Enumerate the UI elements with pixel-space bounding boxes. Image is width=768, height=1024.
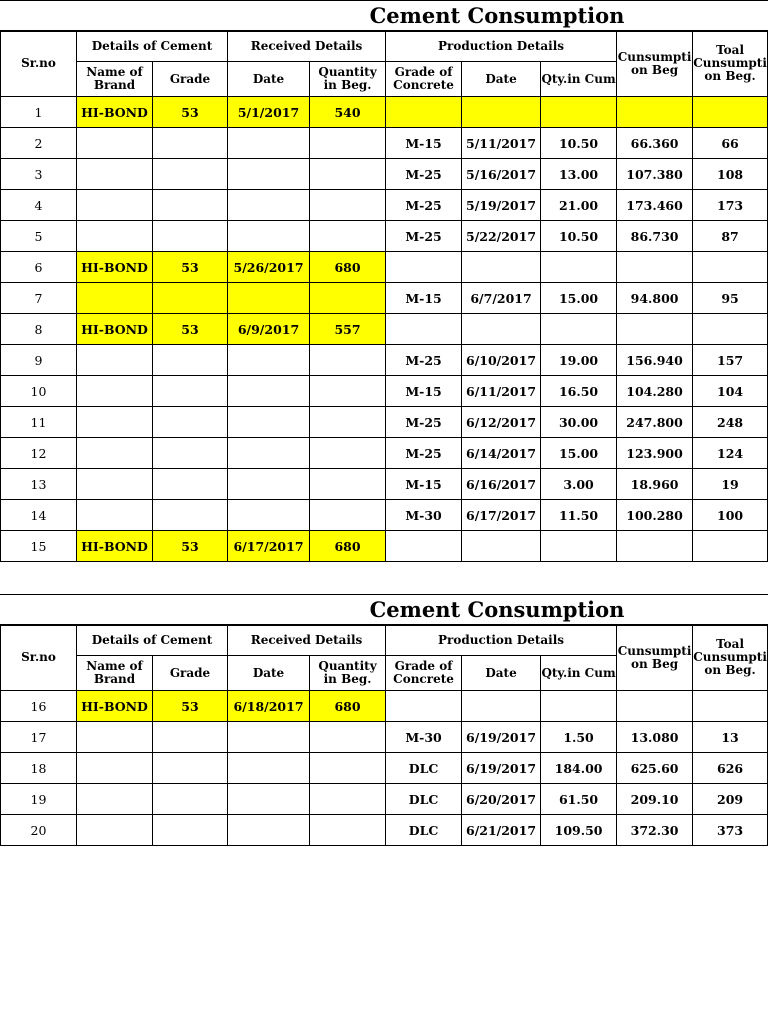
cell-qty-in-cum: 11.50 bbox=[541, 500, 617, 531]
cell-grade-of-concrete: DLC bbox=[386, 784, 462, 815]
table-row bbox=[1, 221, 768, 252]
cell-grade bbox=[153, 407, 228, 438]
cell-qty-in-cum bbox=[541, 252, 617, 283]
cell-total-consumption: 108 bbox=[693, 159, 768, 190]
cell-brand bbox=[77, 407, 153, 438]
cell-quantity-in-beg bbox=[310, 283, 386, 314]
cell-production-date: 6/19/2017 bbox=[462, 753, 541, 784]
cell-production-date: 6/11/2017 bbox=[462, 376, 541, 407]
cell-qty-in-cum: 16.50 bbox=[541, 376, 617, 407]
cell-grade-of-concrete bbox=[386, 252, 462, 283]
header-srno: Sr.no bbox=[1, 31, 77, 97]
cell-quantity-in-beg bbox=[310, 753, 386, 784]
cell-consumption-on-beg: 104.280 bbox=[617, 376, 693, 407]
cell-production-date: 6/7/2017 bbox=[462, 283, 541, 314]
cell-consumption-on-beg bbox=[617, 314, 693, 345]
cell-received-date bbox=[228, 376, 310, 407]
table-row bbox=[1, 283, 768, 314]
cell-qty-in-cum: 15.00 bbox=[541, 438, 617, 469]
header-grade-of-concrete: Grade of Concrete bbox=[386, 62, 462, 97]
cell-total-consumption: 124 bbox=[693, 438, 768, 469]
cell-grade: 53 bbox=[153, 97, 228, 128]
cell-grade bbox=[153, 190, 228, 221]
cell-srno: 4 bbox=[1, 190, 77, 221]
cell-received-date bbox=[228, 784, 310, 815]
cell-production-date: 6/16/2017 bbox=[462, 469, 541, 500]
cell-consumption-on-beg: 13.080 bbox=[617, 722, 693, 753]
table-row bbox=[1, 815, 768, 846]
cell-grade bbox=[153, 784, 228, 815]
cell-quantity-in-beg bbox=[310, 221, 386, 252]
cell-brand bbox=[77, 500, 153, 531]
cell-grade bbox=[153, 815, 228, 846]
cell-grade-of-concrete: M-30 bbox=[386, 722, 462, 753]
cell-qty-in-cum: 10.50 bbox=[541, 128, 617, 159]
header-consumption-on-beg: Cunsumpti on Beg bbox=[617, 625, 693, 691]
cell-grade-of-concrete: M-25 bbox=[386, 221, 462, 252]
header-quantity-in-beg: Quantity in Beg. bbox=[310, 62, 386, 97]
cell-grade: 53 bbox=[153, 252, 228, 283]
cell-grade bbox=[153, 753, 228, 784]
cell-brand bbox=[77, 190, 153, 221]
cell-quantity-in-beg: 680 bbox=[310, 252, 386, 283]
table-row bbox=[1, 376, 768, 407]
header-total-consumption: Toal Cunsumpti on Beg. bbox=[693, 625, 768, 691]
cell-received-date: 5/1/2017 bbox=[228, 97, 310, 128]
cell-received-date bbox=[228, 469, 310, 500]
cell-quantity-in-beg: 540 bbox=[310, 97, 386, 128]
cell-brand bbox=[77, 438, 153, 469]
cell-brand bbox=[77, 159, 153, 190]
cell-quantity-in-beg bbox=[310, 407, 386, 438]
cell-total-consumption: 626 bbox=[693, 753, 768, 784]
header-qty-in-cum: Qty.in Cum bbox=[541, 656, 617, 691]
cell-grade bbox=[153, 500, 228, 531]
cell-srno: 14 bbox=[1, 500, 77, 531]
cell-srno: 2 bbox=[1, 128, 77, 159]
cell-consumption-on-beg: 247.800 bbox=[617, 407, 693, 438]
cell-brand bbox=[77, 283, 153, 314]
header-received-details: Received Details bbox=[228, 625, 386, 656]
cell-srno: 10 bbox=[1, 376, 77, 407]
cell-received-date bbox=[228, 128, 310, 159]
cell-quantity-in-beg bbox=[310, 345, 386, 376]
cell-production-date bbox=[462, 314, 541, 345]
header-production-date: Date bbox=[462, 62, 541, 97]
cell-grade bbox=[153, 376, 228, 407]
cell-quantity-in-beg: 557 bbox=[310, 314, 386, 345]
table-row bbox=[1, 190, 768, 221]
cell-grade bbox=[153, 722, 228, 753]
cell-srno: 16 bbox=[1, 691, 77, 722]
cell-srno: 7 bbox=[1, 283, 77, 314]
cell-grade-of-concrete bbox=[386, 97, 462, 128]
cell-production-date: 6/12/2017 bbox=[462, 407, 541, 438]
cell-grade-of-concrete: M-25 bbox=[386, 407, 462, 438]
header-consumption-on-beg: Cunsumpti on Beg bbox=[617, 31, 693, 97]
cell-received-date bbox=[228, 753, 310, 784]
cell-srno: 11 bbox=[1, 407, 77, 438]
cell-qty-in-cum bbox=[541, 531, 617, 562]
cell-grade-of-concrete: M-25 bbox=[386, 159, 462, 190]
header-date: Date bbox=[228, 656, 310, 691]
cell-production-date bbox=[462, 252, 541, 283]
cell-qty-in-cum: 184.00 bbox=[541, 753, 617, 784]
cell-brand bbox=[77, 753, 153, 784]
cell-received-date: 6/9/2017 bbox=[228, 314, 310, 345]
cell-grade bbox=[153, 159, 228, 190]
cell-production-date: 5/19/2017 bbox=[462, 190, 541, 221]
header-received-details: Received Details bbox=[228, 31, 386, 62]
cell-consumption-on-beg: 173.460 bbox=[617, 190, 693, 221]
cell-grade bbox=[153, 221, 228, 252]
cell-quantity-in-beg bbox=[310, 815, 386, 846]
table-row bbox=[1, 531, 768, 562]
cell-brand bbox=[77, 469, 153, 500]
sheet-title: Cement Consumption bbox=[369, 3, 625, 28]
cell-total-consumption: 173 bbox=[693, 190, 768, 221]
cell-grade bbox=[153, 345, 228, 376]
cell-total-consumption: 66 bbox=[693, 128, 768, 159]
cell-received-date: 5/26/2017 bbox=[228, 252, 310, 283]
cell-received-date bbox=[228, 407, 310, 438]
table-row bbox=[1, 438, 768, 469]
cell-brand: HI-BOND bbox=[77, 252, 153, 283]
cell-srno: 12 bbox=[1, 438, 77, 469]
cell-total-consumption: 209 bbox=[693, 784, 768, 815]
cell-received-date bbox=[228, 500, 310, 531]
cell-srno: 17 bbox=[1, 722, 77, 753]
header-total-consumption: Toal Cunsumpti on Beg. bbox=[693, 31, 768, 97]
cell-srno: 5 bbox=[1, 221, 77, 252]
cell-srno: 3 bbox=[1, 159, 77, 190]
table-row bbox=[1, 691, 768, 722]
cell-total-consumption bbox=[693, 531, 768, 562]
cell-qty-in-cum: 1.50 bbox=[541, 722, 617, 753]
header-srno: Sr.no bbox=[1, 625, 77, 691]
cell-qty-in-cum bbox=[541, 691, 617, 722]
cell-brand bbox=[77, 815, 153, 846]
cell-production-date: 6/21/2017 bbox=[462, 815, 541, 846]
cell-total-consumption: 248 bbox=[693, 407, 768, 438]
cell-production-date: 6/14/2017 bbox=[462, 438, 541, 469]
cell-received-date bbox=[228, 190, 310, 221]
cell-srno: 20 bbox=[1, 815, 77, 846]
cell-consumption-on-beg: 123.900 bbox=[617, 438, 693, 469]
cell-grade-of-concrete: M-15 bbox=[386, 128, 462, 159]
cell-production-date: 6/10/2017 bbox=[462, 345, 541, 376]
cell-received-date bbox=[228, 815, 310, 846]
cement-consumption-table-2 bbox=[0, 624, 768, 846]
table-row bbox=[1, 753, 768, 784]
cell-consumption-on-beg: 372.30 bbox=[617, 815, 693, 846]
header-date: Date bbox=[228, 62, 310, 97]
sheet-title-row-2 bbox=[0, 594, 768, 626]
cell-consumption-on-beg bbox=[617, 691, 693, 722]
cell-brand bbox=[77, 722, 153, 753]
cell-total-consumption: 19 bbox=[693, 469, 768, 500]
cell-received-date bbox=[228, 722, 310, 753]
cell-brand bbox=[77, 128, 153, 159]
cell-qty-in-cum: 10.50 bbox=[541, 221, 617, 252]
cell-received-date bbox=[228, 159, 310, 190]
header-quantity-in-beg: Quantity in Beg. bbox=[310, 656, 386, 691]
cell-brand bbox=[77, 345, 153, 376]
cell-srno: 13 bbox=[1, 469, 77, 500]
cell-production-date: 5/11/2017 bbox=[462, 128, 541, 159]
cell-qty-in-cum: 61.50 bbox=[541, 784, 617, 815]
cell-total-consumption bbox=[693, 252, 768, 283]
table-row bbox=[1, 345, 768, 376]
cell-qty-in-cum bbox=[541, 314, 617, 345]
cell-srno: 18 bbox=[1, 753, 77, 784]
cell-received-date bbox=[228, 283, 310, 314]
cell-grade-of-concrete: M-15 bbox=[386, 376, 462, 407]
cell-grade-of-concrete: M-15 bbox=[386, 283, 462, 314]
cell-srno: 15 bbox=[1, 531, 77, 562]
cell-consumption-on-beg: 94.800 bbox=[617, 283, 693, 314]
cell-brand: HI-BOND bbox=[77, 97, 153, 128]
sheet-title-row-1 bbox=[0, 0, 768, 32]
table-row bbox=[1, 469, 768, 500]
cell-grade-of-concrete bbox=[386, 691, 462, 722]
cell-production-date bbox=[462, 531, 541, 562]
cell-grade-of-concrete: M-25 bbox=[386, 345, 462, 376]
cell-grade-of-concrete bbox=[386, 314, 462, 345]
cell-total-consumption bbox=[693, 97, 768, 128]
cell-quantity-in-beg bbox=[310, 469, 386, 500]
cell-srno: 19 bbox=[1, 784, 77, 815]
cell-grade-of-concrete: M-30 bbox=[386, 500, 462, 531]
cell-qty-in-cum: 13.00 bbox=[541, 159, 617, 190]
cell-grade-of-concrete: DLC bbox=[386, 815, 462, 846]
cell-quantity-in-beg bbox=[310, 500, 386, 531]
cell-srno: 6 bbox=[1, 252, 77, 283]
header-details-of-cement: Details of Cement bbox=[77, 31, 228, 62]
cell-grade: 53 bbox=[153, 531, 228, 562]
cell-production-date: 6/20/2017 bbox=[462, 784, 541, 815]
cell-grade-of-concrete: M-25 bbox=[386, 438, 462, 469]
cell-srno: 8 bbox=[1, 314, 77, 345]
cell-quantity-in-beg bbox=[310, 190, 386, 221]
cell-quantity-in-beg bbox=[310, 128, 386, 159]
cell-brand bbox=[77, 784, 153, 815]
table-row bbox=[1, 252, 768, 283]
cell-srno: 9 bbox=[1, 345, 77, 376]
cell-total-consumption bbox=[693, 314, 768, 345]
header-production-date: Date bbox=[462, 656, 541, 691]
cell-consumption-on-beg: 625.60 bbox=[617, 753, 693, 784]
table-row bbox=[1, 97, 768, 128]
cell-brand: HI-BOND bbox=[77, 531, 153, 562]
table-body-1 bbox=[1, 97, 768, 562]
cell-grade bbox=[153, 469, 228, 500]
cell-consumption-on-beg: 107.380 bbox=[617, 159, 693, 190]
table-row bbox=[1, 784, 768, 815]
cell-qty-in-cum: 15.00 bbox=[541, 283, 617, 314]
header-grade-of-concrete: Grade of Concrete bbox=[386, 656, 462, 691]
header-production-details: Production Details bbox=[386, 625, 617, 656]
cell-received-date: 6/18/2017 bbox=[228, 691, 310, 722]
cell-production-date: 6/17/2017 bbox=[462, 500, 541, 531]
cell-production-date: 6/19/2017 bbox=[462, 722, 541, 753]
cell-grade-of-concrete: M-25 bbox=[386, 190, 462, 221]
cell-qty-in-cum: 109.50 bbox=[541, 815, 617, 846]
cell-quantity-in-beg bbox=[310, 159, 386, 190]
cell-received-date bbox=[228, 345, 310, 376]
table-row bbox=[1, 314, 768, 345]
cell-quantity-in-beg bbox=[310, 784, 386, 815]
header-details-of-cement: Details of Cement bbox=[77, 625, 228, 656]
cell-consumption-on-beg: 18.960 bbox=[617, 469, 693, 500]
cell-consumption-on-beg: 209.10 bbox=[617, 784, 693, 815]
cell-total-consumption: 95 bbox=[693, 283, 768, 314]
cell-total-consumption: 157 bbox=[693, 345, 768, 376]
table-row bbox=[1, 407, 768, 438]
cell-qty-in-cum: 19.00 bbox=[541, 345, 617, 376]
cell-grade-of-concrete: M-15 bbox=[386, 469, 462, 500]
cell-qty-in-cum: 21.00 bbox=[541, 190, 617, 221]
cell-grade bbox=[153, 283, 228, 314]
cement-consumption-table-1 bbox=[0, 30, 768, 562]
cell-grade-of-concrete bbox=[386, 531, 462, 562]
cell-brand bbox=[77, 221, 153, 252]
cell-grade: 53 bbox=[153, 314, 228, 345]
table-body-2 bbox=[1, 691, 768, 846]
cell-grade-of-concrete: DLC bbox=[386, 753, 462, 784]
header-name-of-brand: Name of Brand bbox=[77, 62, 153, 97]
cell-total-consumption: 100 bbox=[693, 500, 768, 531]
cell-qty-in-cum bbox=[541, 97, 617, 128]
cell-received-date bbox=[228, 221, 310, 252]
cell-production-date: 5/22/2017 bbox=[462, 221, 541, 252]
cell-production-date bbox=[462, 691, 541, 722]
table-row bbox=[1, 128, 768, 159]
cell-quantity-in-beg bbox=[310, 376, 386, 407]
header-qty-in-cum: Qty.in Cum bbox=[541, 62, 617, 97]
header-grade: Grade bbox=[153, 62, 228, 97]
table-row bbox=[1, 159, 768, 190]
table-row bbox=[1, 722, 768, 753]
header-production-details: Production Details bbox=[386, 31, 617, 62]
cell-brand: HI-BOND bbox=[77, 691, 153, 722]
cell-srno: 1 bbox=[1, 97, 77, 128]
table-row bbox=[1, 500, 768, 531]
cell-total-consumption: 373 bbox=[693, 815, 768, 846]
cell-consumption-on-beg: 156.940 bbox=[617, 345, 693, 376]
cell-quantity-in-beg bbox=[310, 722, 386, 753]
cell-quantity-in-beg bbox=[310, 438, 386, 469]
cell-consumption-on-beg: 66.360 bbox=[617, 128, 693, 159]
cell-grade: 53 bbox=[153, 691, 228, 722]
header-name-of-brand: Name of Brand bbox=[77, 656, 153, 691]
cell-total-consumption: 104 bbox=[693, 376, 768, 407]
cell-consumption-on-beg: 100.280 bbox=[617, 500, 693, 531]
cell-total-consumption: 87 bbox=[693, 221, 768, 252]
cell-consumption-on-beg bbox=[617, 531, 693, 562]
cell-production-date bbox=[462, 97, 541, 128]
cell-grade bbox=[153, 128, 228, 159]
sheet-title: Cement Consumption bbox=[369, 597, 625, 622]
cell-received-date bbox=[228, 438, 310, 469]
cell-total-consumption: 13 bbox=[693, 722, 768, 753]
cell-qty-in-cum: 30.00 bbox=[541, 407, 617, 438]
header-grade: Grade bbox=[153, 656, 228, 691]
cell-brand: HI-BOND bbox=[77, 314, 153, 345]
cell-qty-in-cum: 3.00 bbox=[541, 469, 617, 500]
cell-consumption-on-beg bbox=[617, 252, 693, 283]
cell-production-date: 5/16/2017 bbox=[462, 159, 541, 190]
cell-quantity-in-beg: 680 bbox=[310, 691, 386, 722]
cell-grade bbox=[153, 438, 228, 469]
cell-quantity-in-beg: 680 bbox=[310, 531, 386, 562]
cell-brand bbox=[77, 376, 153, 407]
cell-received-date: 6/17/2017 bbox=[228, 531, 310, 562]
cell-consumption-on-beg bbox=[617, 97, 693, 128]
cell-total-consumption bbox=[693, 691, 768, 722]
cell-consumption-on-beg: 86.730 bbox=[617, 221, 693, 252]
